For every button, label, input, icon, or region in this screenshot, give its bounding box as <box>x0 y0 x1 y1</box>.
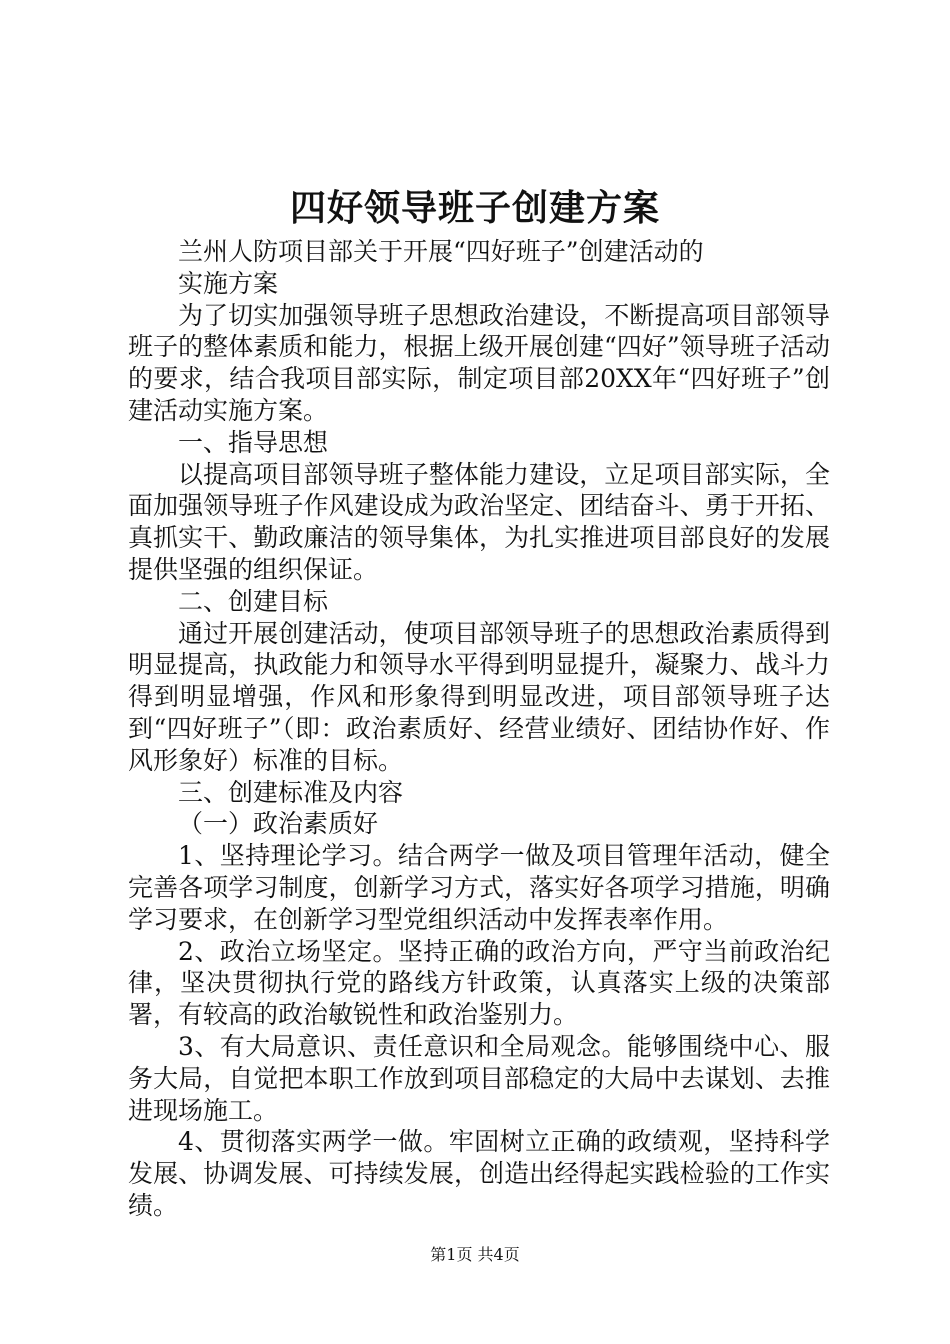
section-heading-guiding-thought: 一、指导思想 <box>178 427 329 457</box>
list-item-4: 4、贯彻落实两学一做。牢固树立正确的政绩观，坚持科学发展、协调发展、可持续发展，创造出经得起实践检验的工作实绩。 <box>128 1127 830 1220</box>
list-item-1: 1、坚持理论学习。结合两学一做及项目管理年活动，健全完善各项学习制度，创新学习方式，落实好各项学习措施，明确学习要求，在创新学习型党组织活动中发挥表率作用。 <box>128 841 830 934</box>
subsection-heading-political-quality: （一）政治素质好 <box>178 809 379 839</box>
subtitle-line-1: 兰州人防项目部关于开展“四好班子”创建活动的 <box>178 237 704 266</box>
paragraph-goal: 通过开展创建活动，使项目部领导班子的思想政治素质得到明显提高，执政能力和领导水平得到明显提升，凝聚力、战斗力得到明显增强，作风和形象得到明显改进，项目部领导班子达到“四好班子”（即：政治素质好、经营业绩好、团结协作好、作风形象好）标准的目标。 <box>128 618 830 775</box>
document-title: 四好领导班子创建方案 <box>289 187 660 229</box>
list-item-3: 3、有大局意识、责任意识和全局观念。能够围绕中心、服务大局，自觉把本职工作放到项目部稳定的大局中去谋划、去推进现场施工。 <box>128 1031 830 1125</box>
section-heading-goal: 二、创建目标 <box>178 586 329 616</box>
paragraph-guiding-thought: 以提高项目部领导班子整体能力建设，立足项目部实际，全面加强领导班子作风建设成为政治坚定、团结奋斗、勇于开拓、真抓实干、勤政廉洁的领导集体，为扎实推进项目部良好的发展提供坚强的组织保证。 <box>128 459 830 584</box>
page-footer: 第1页 共4页 <box>430 1245 520 1264</box>
subtitle-line-2: 实施方案 <box>178 268 279 298</box>
list-item-2: 2、政治立场坚定。坚持正确的政治方向，严守当前政治纪律，坚决贯彻执行党的路线方针政策，认真落实上级的决策部署，有较高的政治敏锐性和政治鉴别力。 <box>128 936 830 1030</box>
document-body <box>128 236 830 1222</box>
paragraph-intro: 为了切实加强领导班子思想政治建设，不断提高项目部领导班子的整体素质和能力，根据上级开展创建“四好”领导班子活动的要求，结合我项目部实际，制定项目部20XX年“四好班子”创建活动实施方案。 <box>128 300 830 425</box>
section-heading-standards: 三、创建标准及内容 <box>178 777 404 807</box>
